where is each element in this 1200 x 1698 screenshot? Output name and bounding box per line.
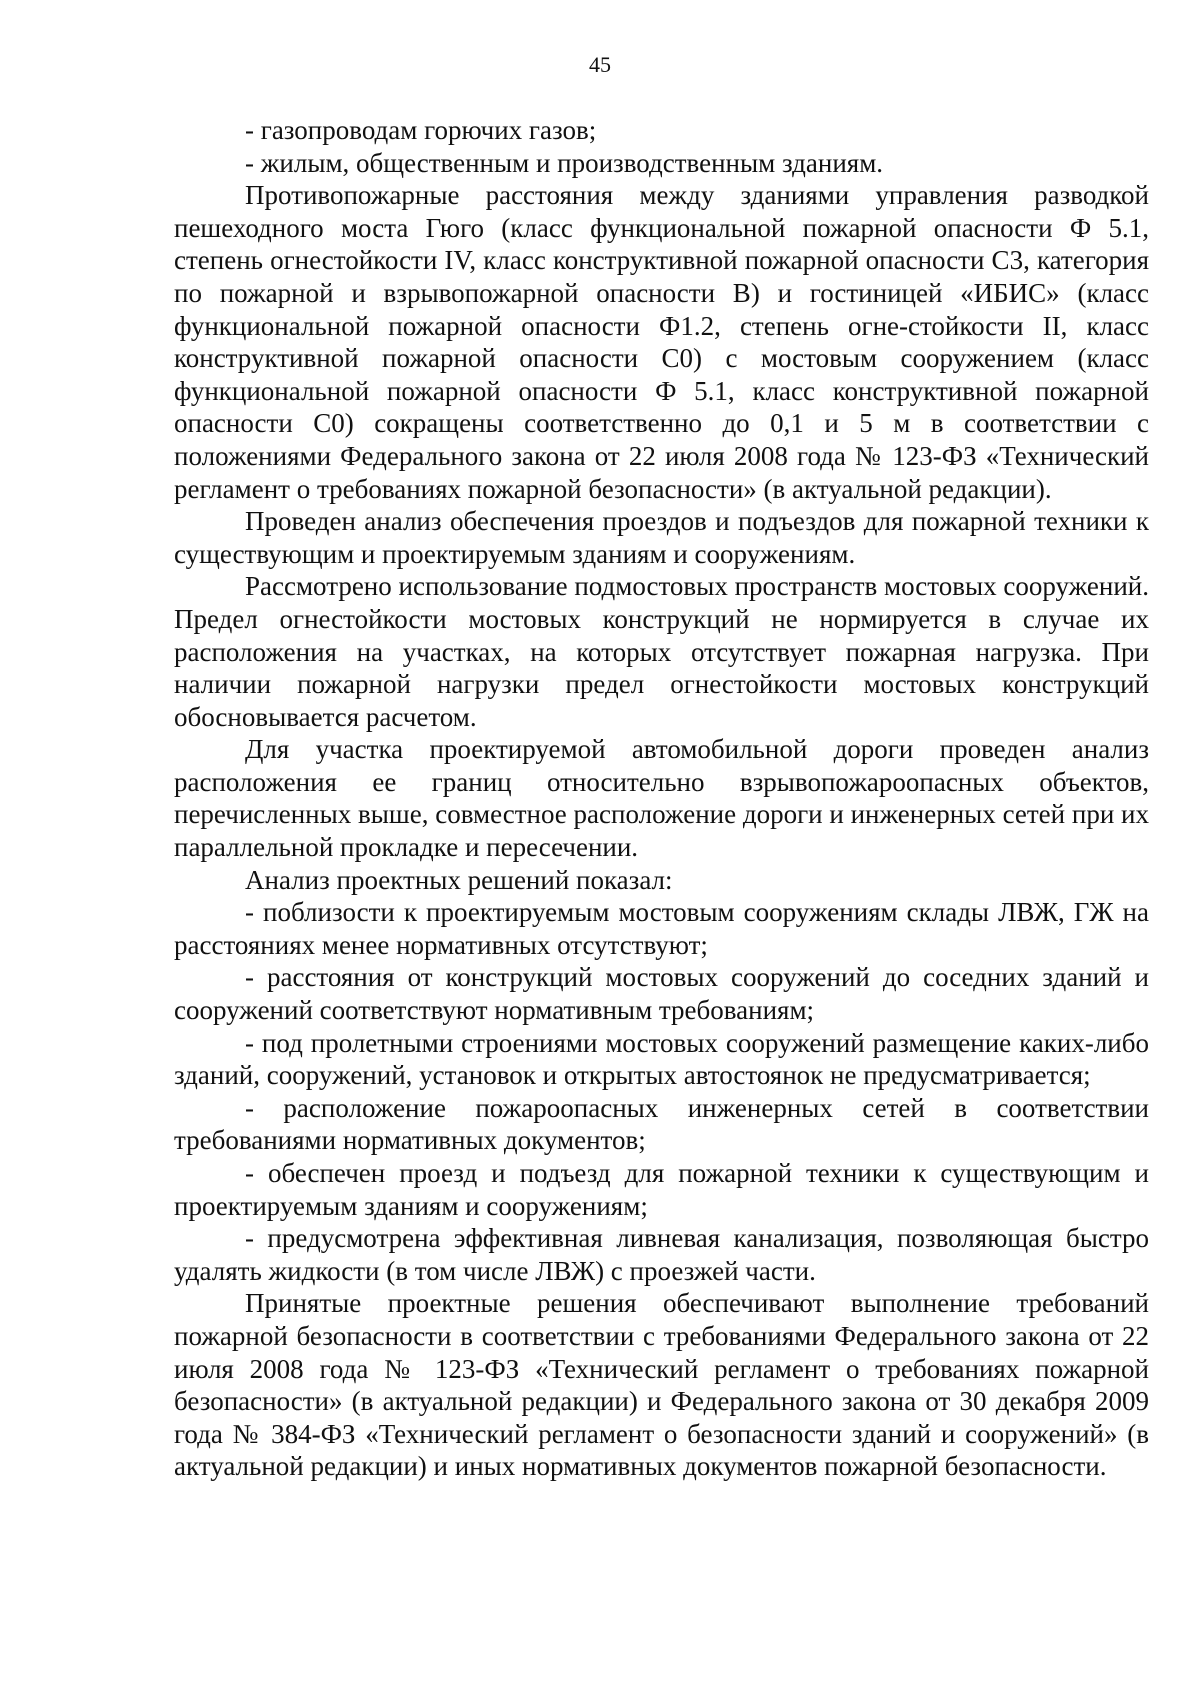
paragraph-access-analysis: Проведен анализ обеспечения проездов и подъездов для пожарной техники к существующим и проектируемым зданиям и сооружениям. (174, 506, 1149, 569)
list-item-distances-compliance: - расстояния от конструкций мостовых сооружений до соседних зданий и сооружений соответствуют нормативным требованиям; (174, 962, 1149, 1026)
page-number: 45 (589, 52, 611, 77)
list-item-under-span-placement: - под пролетными строениями мостовых сооружений размещение каких-либо зданий, сооружений, установок и открытых автостоянок не предусматривается; (174, 1027, 1149, 1091)
paragraph-analysis-intro: Анализ проектных решений показал: (245, 864, 673, 895)
paragraph-conclusion: Принятые проектные решения обеспечивают выполнение требований пожарной безопасности в соответствии с требованиями Федерального закона от 22 июля 2008 года № 123-ФЗ «Технический регламент о требованиях пожарной безопасности» (в актуальной редакции) и Федерального закона от 30 декабря 2009 года № 384-ФЗ «Технический регламент о безопасности зданий и сооружений» (в актуальной редакции) и иных нормативных документов пожарной безопасности. (174, 1288, 1149, 1482)
list-item-flammable-storage: - поблизости к проектируемым мостовым сооружениям склады ЛВЖ, ГЖ на расстояниях менее нормативных отсутствуют; (174, 897, 1149, 960)
document-body (174, 114, 1149, 1483)
list-item-gas-pipelines: - газопроводам горючих газов; (245, 115, 597, 145)
list-item-utility-networks: - расположение пожароопасных инженерных сетей в соответствии требованиями нормативных документов; (174, 1092, 1149, 1156)
list-item-fire-access: - обеспечен проезд и подъезд для пожарной техники к существующим и проектируемым зданиям и сооружениям; (174, 1158, 1149, 1221)
list-item-drainage: - предусмотрена эффективная ливневая канализация, позволяющая быстро удалять жидкости (в том числе ЛВЖ) с проезжей части. (174, 1223, 1149, 1286)
list-item-buildings: - жилым, общественным и производственным зданиям. (245, 147, 884, 178)
paragraph-under-bridge-spaces: Рассмотрено использование подмостовых пространств мостовых сооружений. Предел огнестойкости мостовых конструкций не нормируется в случае их расположения на участках, на которых отсутствует пожарная нагрузка. При наличии пожарной нагрузки предел огнестойкости мостовых конструкций обосновывается расчетом. (174, 571, 1149, 732)
paragraph-fire-distances: Противопожарные расстояния между зданиями управления разводкой пешеходного моста Гюго (класс функциональной пожарной опасности Ф 5.1, степень огнестойкости IV, класс конструктивной пожарной опасности С3, категория по пожарной и взрывопожарной опасности В) и гостиницей «ИБИС» (класс функциональной пожарной опасности Ф1.2, степень огне-стойкости II, класс конструктивной пожарной опасности С0) с мостовым сооружением (класс функциональной пожарной опасности Ф 5.1, класс конструктивной пожарной опасности С0) сокращены соответственно до 0,1 и 5 м в соответствии с положениями Федерального закона от 22 июля 2008 года № 123-ФЗ «Технический регламент о требованиях пожарной безопасности» (в актуальной редакции). (174, 180, 1149, 504)
paragraph-road-section-analysis: Для участка проектируемой автомобильной дороги проведен анализ расположения ее границ относительно взрывопожароопасных объектов, перечисленных выше, совместное расположение дороги и инженерных сетей при их параллельной прокладке и пересечении. (174, 734, 1149, 863)
